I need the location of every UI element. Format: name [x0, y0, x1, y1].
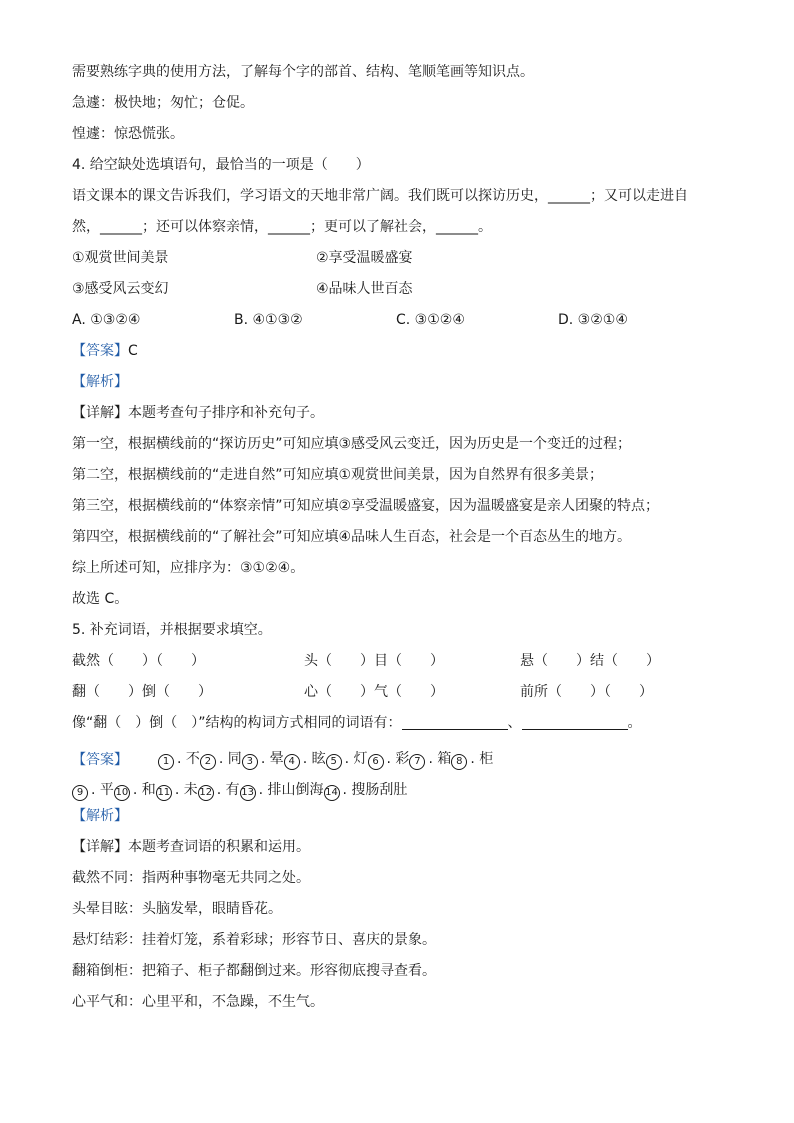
circled-number: 10	[114, 785, 130, 801]
q5-item: 前所（ ）（ ）	[520, 684, 653, 700]
detail-5-line: 翻箱倒柜：把箱子、柜子都翻倒过来。形容彻底搜寻查看。	[72, 963, 436, 979]
analysis-label: 【解析】	[72, 374, 128, 390]
detail-5-line: 头晕目眩：头脑发晕，眼睛昏花。	[72, 901, 282, 917]
answer-item-4	[284, 751, 326, 767]
choice-d: D. ③②①④	[558, 312, 628, 328]
q5-item: 翻（ ）倒（ ）	[72, 684, 212, 700]
detail-5-line: 截然不同：指两种事物毫无共同之处。	[72, 870, 310, 886]
answer-text: . 彩	[386, 751, 410, 767]
q5-row-2	[72, 682, 732, 713]
text-line: 惶遽：惊恐慌张。	[72, 126, 184, 142]
question-4: 4. 给空缺处选填语句，最恰当的一项是（ ）	[72, 157, 370, 173]
circled-number: 6	[368, 754, 384, 770]
detail-4: 【详解】本题考查句子排序和补充句子。	[72, 405, 324, 421]
answer-text: . 和	[132, 782, 156, 798]
circled-number: 4	[284, 754, 300, 770]
answer-text: . 箱	[428, 751, 452, 767]
circled-number: 7	[409, 754, 425, 770]
answer-item-9	[72, 782, 114, 798]
answer-text: . 灯	[344, 751, 368, 767]
blank-line	[402, 715, 508, 730]
options-row-2	[72, 279, 732, 310]
option-3: ③感受风云变幻	[72, 281, 169, 297]
q5-item: 心（ ）气（ ）	[304, 684, 444, 700]
answer-item-11	[156, 782, 198, 798]
detail-4-line: 第一空，根据横线前的“探访历史”可知应填③感受风云变迁，因为历史是一个变迁的过程；	[72, 436, 632, 452]
circled-number: 2	[200, 754, 216, 770]
answer-item-14	[324, 782, 408, 798]
detail-5: 【详解】本题考查词语的积累和运用。	[72, 839, 310, 855]
choices-row	[72, 310, 732, 341]
answer-item-3	[242, 751, 284, 767]
answer-item-1	[158, 751, 200, 767]
choice-c: C. ③①②④	[396, 312, 465, 328]
answer-value: C	[128, 343, 138, 359]
answer-text: . 有	[216, 782, 240, 798]
choice-b: B. ④①③②	[234, 312, 303, 328]
text-line: 急遽：极快地；匆忙；仓促。	[72, 95, 254, 111]
answer-text: . 搜肠刮肚	[342, 782, 408, 798]
detail-4-line: 故选 C。	[72, 591, 129, 607]
answer-item-13	[240, 782, 324, 798]
analysis-label: 【解析】	[72, 808, 128, 824]
circled-number: 1	[158, 754, 174, 770]
choice-a: A. ①③②④	[72, 312, 141, 328]
answer-items	[158, 749, 493, 770]
answer-text: . 柜	[470, 751, 494, 767]
circled-number: 13	[240, 785, 256, 801]
q5-item: 悬（ ）结（ ）	[520, 653, 660, 669]
answer-text: . 平	[91, 782, 114, 798]
answer-text: . 未	[174, 782, 198, 798]
circled-number: 9	[72, 785, 88, 801]
answer-items	[72, 780, 407, 801]
options-row-1	[72, 248, 732, 279]
answer-text: . 同	[218, 751, 242, 767]
circled-number: 11	[156, 785, 172, 801]
detail-4-line: 第三空，根据横线前的“体察亲情”可知应填②享受温暖盛宴，因为温暖盛宴是亲人团聚的特点；	[72, 498, 660, 514]
option-2: ②享受温暖盛宴	[316, 250, 413, 266]
circled-number: 8	[451, 754, 467, 770]
circled-number: 14	[324, 785, 340, 801]
answer-text: . 不	[177, 751, 200, 767]
answer-5-row-2	[72, 775, 732, 806]
q5-row-1	[72, 651, 732, 682]
detail-5-line: 悬灯结彩：挂着灯笼，系着彩球；形容节日、喜庆的景象。	[72, 932, 436, 948]
circled-number: 5	[326, 754, 342, 770]
question-5: 5. 补充词语，并根据要求填空。	[72, 622, 272, 638]
blank-line	[522, 715, 628, 730]
document-page	[72, 62, 732, 1023]
option-1: ①观赏世间美景	[72, 250, 169, 266]
q5-like-text: 像“翻（ ）倒（ ）”结构的构词方式相同的词语有：	[72, 715, 402, 731]
detail-4-line: 综上所述可知，应排序为：③①②④。	[72, 560, 305, 576]
end-mark: 。	[627, 715, 642, 731]
answer-item-12	[198, 782, 240, 798]
detail-5-line: 心平气和：心里平和，不急躁，不生气。	[72, 994, 324, 1010]
question-4-text-2: 然，______；还可以体察亲情，______；更可以了解社会，______。	[72, 219, 492, 235]
answer-item-2	[200, 751, 242, 767]
detail-4-line: 第四空，根据横线前的“了解社会”可知应填④品味人生百态，社会是一个百态丛生的地方。	[72, 529, 632, 545]
circled-number: 3	[242, 754, 258, 770]
answer-label: 【答案】	[72, 751, 128, 768]
q5-item: 截然（ ）（ ）	[72, 653, 205, 669]
answer-5-row-1	[72, 744, 732, 775]
answer-text: . 排山倒海	[258, 782, 324, 798]
q5-item: 头（ ）目（ ）	[304, 653, 444, 669]
answer-4	[72, 341, 732, 372]
detail-4-line: 第二空，根据横线前的“走进自然”可知应填①观赏世间美景，因为自然界有很多美景；	[72, 467, 604, 483]
answer-text: . 晕	[260, 751, 284, 767]
answer-item-5	[326, 751, 368, 767]
answer-item-8	[451, 751, 493, 767]
answer-label: 【答案】	[72, 343, 128, 359]
question-4-text-1: 语文课本的课文告诉我们，学习语文的天地非常广阔。我们既可以探访历史，______；又可以走进自	[72, 188, 688, 204]
separator: 、	[507, 715, 522, 731]
circled-number: 12	[198, 785, 214, 801]
option-4: ④品味人世百态	[316, 281, 413, 297]
answer-item-10	[114, 782, 156, 798]
text-line: 需要熟练字典的使用方法，了解每个字的部首、结构、笔顺笔画等知识点。	[72, 64, 534, 80]
answer-item-6	[368, 751, 410, 767]
answer-text: . 眩	[302, 751, 326, 767]
answer-item-7	[409, 751, 451, 767]
q5-like-line	[72, 713, 732, 744]
